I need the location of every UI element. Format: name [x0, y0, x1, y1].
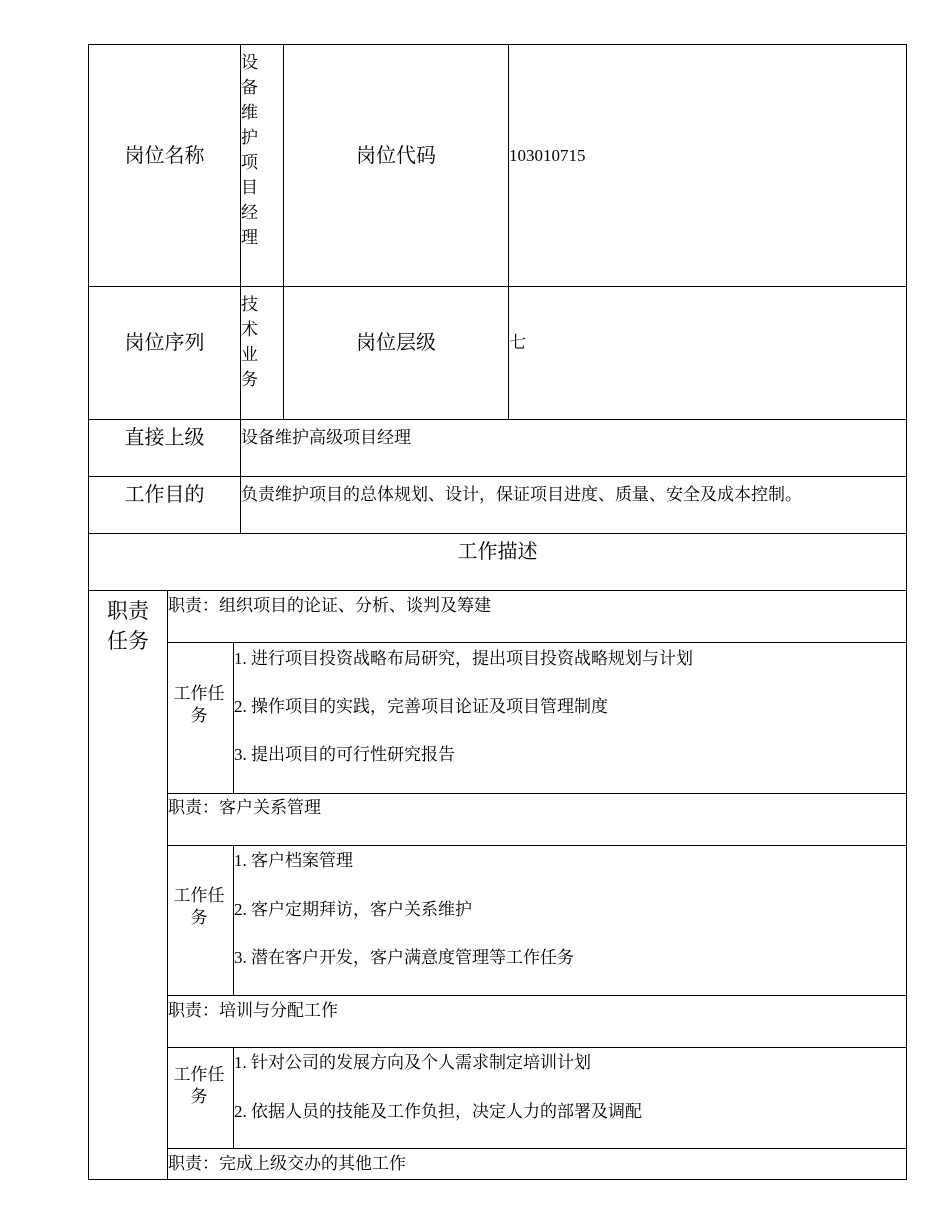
task-item: 3. 潜在客户开发，客户满意度管理等工作任务: [234, 948, 574, 967]
duty-title: 职责：完成上级交办的其他工作: [168, 1154, 406, 1173]
task-item: 1. 进行项目投资战略布局研究，提出项目投资战略规划与计划: [234, 649, 693, 668]
duty-title: 职责：培训与分配工作: [168, 1001, 338, 1020]
post-code-label: 岗位代码: [356, 145, 436, 167]
duty-title: 职责：客户关系管理: [168, 798, 321, 817]
superior-value: 设备维护高级项目经理: [241, 428, 411, 447]
post-series-label: 岗位序列: [124, 332, 205, 354]
task-label: 工作任务: [173, 886, 225, 927]
task-item: 2. 操作项目的实践，完善项目论证及项目管理制度: [234, 697, 608, 716]
post-level-value: 七: [509, 333, 526, 352]
post-level-label: 岗位层级: [356, 332, 436, 354]
task-item: 3. 提出项目的可行性研究报告: [234, 745, 455, 764]
task-item: 2. 客户定期拜访，客户关系维护: [234, 900, 472, 919]
post-name-label: 岗位名称: [124, 145, 205, 167]
post-name-value: 设备维护项目经理: [241, 53, 258, 247]
post-code-value: 103010715: [509, 146, 586, 165]
post-series-value: 技术业务: [241, 295, 258, 389]
purpose-label: 工作目的: [124, 484, 205, 506]
work-description-title: 工作描述: [457, 541, 538, 563]
superior-label: 直接上级: [124, 427, 205, 449]
task-item: 2. 依据人员的技能及工作负担，决定人力的部署及调配: [234, 1102, 642, 1121]
task-label: 工作任务: [173, 1065, 225, 1106]
task-item: 1. 客户档案管理: [234, 851, 353, 870]
task-label: 工作任务: [173, 684, 225, 725]
duty-side-label: 职责任务: [107, 599, 149, 653]
task-item: 1. 针对公司的发展方向及个人需求制定培训计划: [234, 1053, 591, 1072]
purpose-value: 负责维护项目的总体规划、设计，保证项目进度、质量、安全及成本控制。: [241, 485, 802, 504]
duty-title: 职责：组织项目的论证、分析、谈判及筹建: [168, 596, 491, 615]
